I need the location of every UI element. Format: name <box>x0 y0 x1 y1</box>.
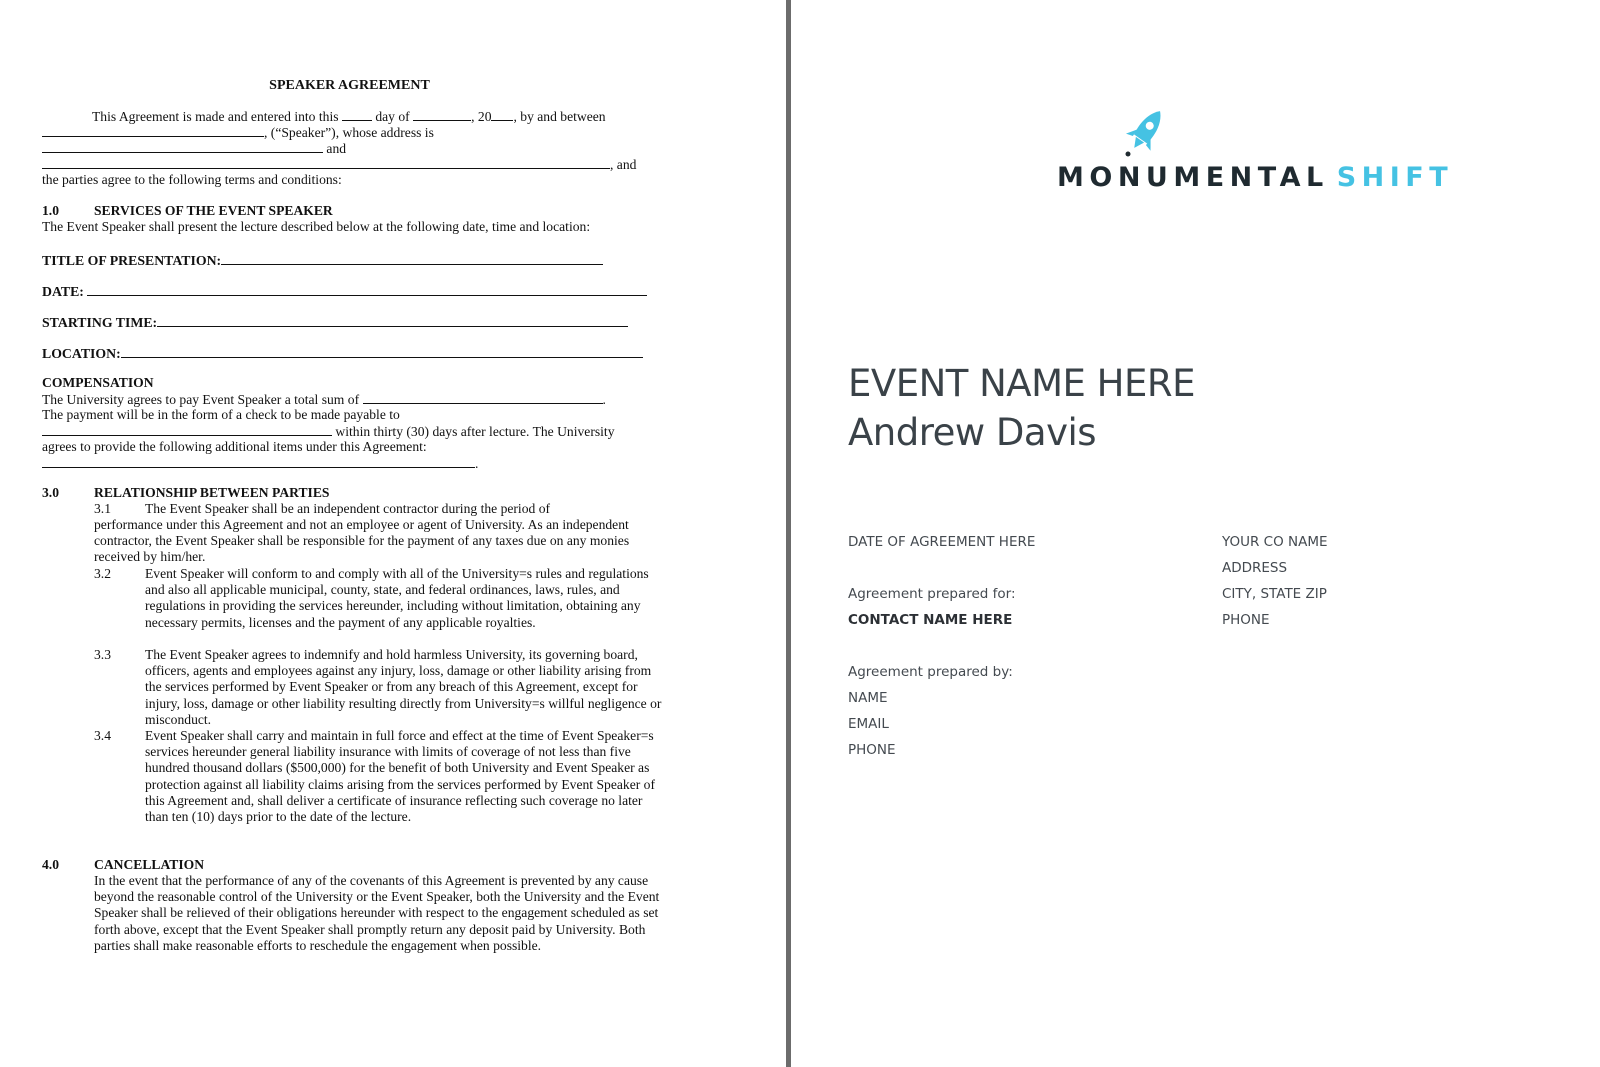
prepared-for-label: Agreement prepared for: <box>848 586 1016 602</box>
clause-3-1-number: 3.1 <box>94 501 111 516</box>
title-blank <box>221 251 603 265</box>
section-1-heading: 1.0 SERVICES OF THE EVENT SPEAKER <box>42 203 333 218</box>
company-phone: PHONE <box>1222 612 1270 628</box>
company-address: ADDRESS <box>1222 560 1288 576</box>
compensation-line-4: agrees to provide the following additional items under this Agreement: <box>42 439 427 454</box>
blank-address <box>42 140 323 153</box>
compensation-line-5: . <box>42 455 672 472</box>
date-blank <box>87 282 647 296</box>
section-4-text: In the event that the performance of any of the covenants of this Agreement is prevented by any cause beyond the reasonable control of the University or the Event Speaker, both the University and the Event Speaker shall be relieved of their obligations hereunder with respect to the engagement scheduled as set forth above, except that the Event Speaker shall promptly return any deposit paid by University. Both parties shall make reasonable efforts to reschedule the engagement when possible. <box>94 873 660 953</box>
company-city: CITY, STATE ZIP <box>1222 586 1327 602</box>
clause-3-2-text: Event Speaker will conform to and comply with all of the University=s rules and regulations and also all applicable municipal, county, state, and federal ordinances, laws, rules, and regulations in providing the services hereunder, including without limitation, obtaining any necessary permits, licenses and the payment of any applicable royalties. <box>145 566 649 630</box>
clause-3-4-text: Event Speaker shall carry and maintain in full force and effect at the time of Event Speaker=s services hereunder general liability insurance with limits of coverage of not less than five hundred thousand dollars ($500,000) for the benefit of both University and Event Speaker as protection against all liability claims arising from the services performed by Event Speaker of this Agreement and, shall deliver a certificate of insurance reflecting such coverage no later than ten (10) days prior to the date of the lecture. <box>145 728 655 825</box>
cover-page <box>791 0 1600 1067</box>
section-1-text: The Event Speaker shall present the lecture described below at the following date, time and location: <box>42 219 591 234</box>
preparer-phone: PHONE <box>848 742 896 758</box>
document-title: SPEAKER AGREEMENT <box>269 78 430 93</box>
intro-line-2: , (“Speaker”), whose address is <box>42 124 672 141</box>
compensation-line-3: within thirty (30) days after lecture. The University <box>42 423 672 440</box>
blank-sum <box>363 391 603 404</box>
clause-3-1-first-line: The Event Speaker shall be an independent contractor during the period of <box>145 501 551 516</box>
blank-speaker-name <box>42 124 264 137</box>
location-field: LOCATION: <box>42 344 643 362</box>
clause-3-3-text: The Event Speaker agrees to indemnify and hold harmless University, its governing board, officers, agents and employees against any injury, loss, damage or other liability arising from the services performed by Event Speaker or from any breach of this Agreement, except for injury, loss, damage or other liability resulting directly from University=s willful negligence or misconduct. <box>145 647 662 727</box>
compensation-line-2: The payment will be in the form of a check to be made payable to <box>42 407 400 422</box>
prepared-by-label: Agreement prepared by: <box>848 664 1013 680</box>
logo-wordmark: MONUMENTAL SHIFT <box>1057 162 1454 193</box>
blank-items <box>42 455 475 468</box>
title-field: TITLE OF PRESENTATION: <box>42 251 603 269</box>
blank-year <box>491 108 513 121</box>
compensation-line-1: The University agrees to pay Event Speaker a total sum of . <box>42 392 606 407</box>
contact-name: CONTACT NAME HERE <box>848 612 1013 628</box>
agreement-date: DATE OF AGREEMENT HERE <box>848 534 1036 550</box>
intro-line-4: , and <box>42 156 672 173</box>
date-field: DATE: <box>42 282 647 300</box>
clause-3-4-number: 3.4 <box>94 728 111 743</box>
blank-payee <box>42 423 332 436</box>
intro-line-5: the parties agree to the following terms and conditions: <box>42 172 342 187</box>
company-logo <box>1057 104 1454 194</box>
compensation-heading: COMPENSATION <box>42 375 154 390</box>
agreement-page <box>0 0 786 1067</box>
location-blank <box>121 344 643 358</box>
clause-3-2-number: 3.2 <box>94 566 111 581</box>
clause-3-1-text: performance under this Agreement and not an employee or agent of University. As an independent contractor, the Event Speaker shall be responsible for the payment of any taxes due on any monies received by him/her. <box>94 517 630 565</box>
section-4-heading: 4.0 CANCELLATION <box>42 857 205 872</box>
start-time-field: STARTING TIME: <box>42 313 628 331</box>
company-name: YOUR CO NAME <box>1222 534 1328 550</box>
preparer-name: NAME <box>848 690 888 706</box>
blank-party <box>42 156 610 169</box>
event-name-title: EVENT NAME HERE <box>848 362 1195 405</box>
preparer-email: EMAIL <box>848 716 889 732</box>
speaker-name-title: Andrew Davis <box>848 411 1097 454</box>
clause-3-3-number: 3.3 <box>94 647 111 662</box>
rocket-icon <box>1114 104 1174 164</box>
intro-line-1: This Agreement is made and entered into this day of , 20 , by and between <box>92 109 606 124</box>
intro-line-3: and <box>42 140 672 157</box>
start-time-blank <box>157 313 628 327</box>
blank-month <box>413 108 471 121</box>
blank-day <box>342 108 372 121</box>
section-3-heading: 3.0 RELATIONSHIP BETWEEN PARTIES <box>42 485 330 500</box>
